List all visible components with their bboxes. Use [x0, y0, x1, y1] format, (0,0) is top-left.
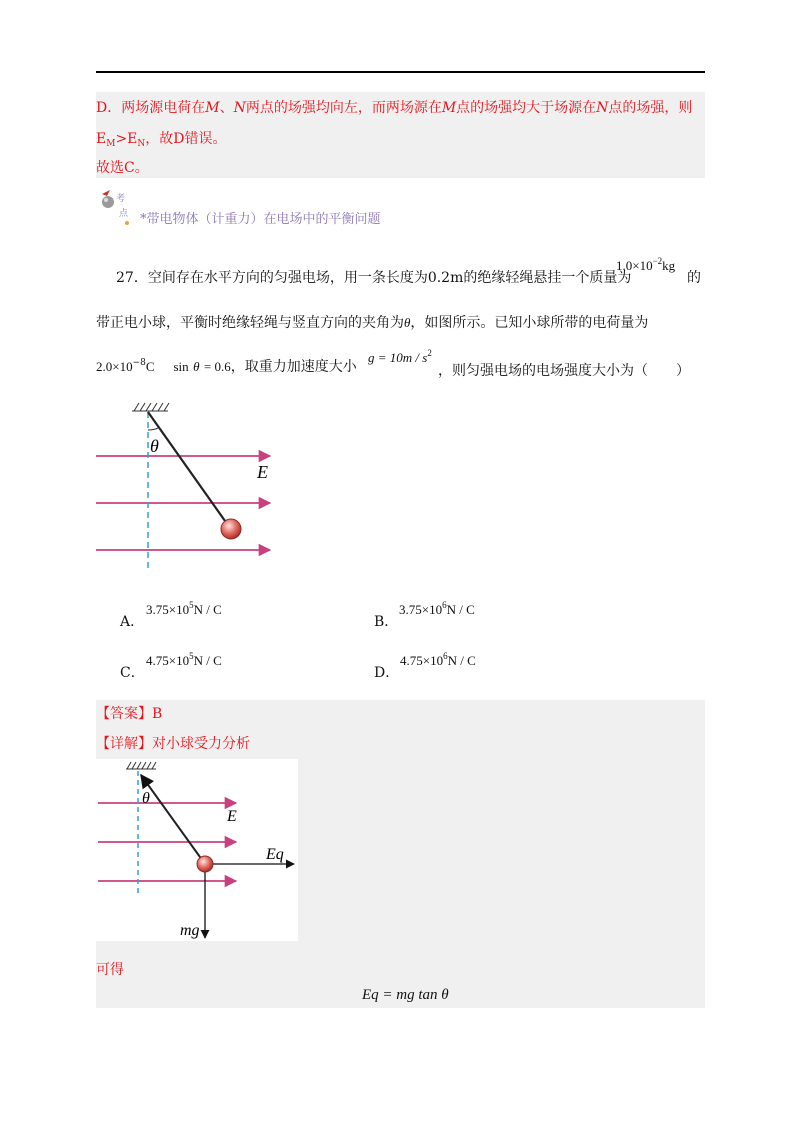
charge-unit: C	[145, 359, 155, 374]
option-mantissa: 4.75×10	[146, 653, 190, 668]
option-mantissa: 3.75×10	[399, 602, 443, 617]
detail-line	[96, 734, 250, 754]
kaodian-icon	[96, 188, 136, 228]
option-letter: C．	[120, 665, 145, 681]
analysis-line-1	[96, 98, 692, 118]
option-d-value	[400, 651, 476, 671]
point-m: M	[441, 100, 457, 116]
option-a-value	[146, 600, 222, 620]
answer-label: 【答案】	[96, 706, 152, 722]
charge-mantissa: 2.0×10	[96, 359, 133, 374]
ceiling	[126, 762, 156, 769]
point-n: N	[233, 100, 246, 116]
mass-unit: kg	[662, 258, 676, 273]
kaodian-char: 点	[119, 209, 129, 219]
force-diagram	[96, 759, 298, 941]
option-b[interactable]	[374, 612, 398, 632]
analysis-text: 点的场强均大于场源在	[456, 100, 597, 116]
analysis-text: D．两场源电荷在	[96, 100, 206, 116]
option-exponent: 5	[189, 600, 194, 610]
ceiling	[132, 403, 169, 411]
equation-text: Eq = mg tan θ	[362, 987, 449, 1003]
question-line-1	[116, 268, 631, 288]
tension-arrow	[141, 775, 205, 864]
option-exponent: 6	[443, 651, 448, 661]
point-m: M	[205, 100, 220, 116]
angle-arc	[148, 428, 158, 430]
option-a[interactable]	[120, 612, 144, 632]
analysis-text: 点的场强，则	[608, 100, 693, 116]
conclusion-line	[96, 158, 149, 178]
field-symbol: E	[96, 131, 107, 147]
question-text: 空间存在水平方向的匀强电场，用一条长度为0.2m的绝缘轻绳悬挂一个质量为	[147, 270, 632, 286]
kaodian-topic: *带电物体（计重力）在电场中的平衡问题	[140, 212, 381, 227]
question-line-3-end	[438, 361, 690, 381]
gravity-label: mg	[180, 922, 200, 939]
string	[148, 412, 230, 528]
option-exponent: 6	[442, 600, 447, 610]
option-c-value	[146, 651, 222, 671]
option-c[interactable]	[120, 663, 145, 683]
analysis-text: ，故D错误。	[145, 131, 227, 147]
derive-text: 可得	[96, 962, 124, 978]
theta-symbol: θ	[404, 315, 411, 330]
question-number: 27．	[116, 270, 148, 286]
gravity-text: g = 10m / s	[368, 350, 428, 365]
option-unit: N / C	[447, 653, 476, 668]
option-unit: N / C	[446, 602, 475, 617]
sin-value: = 0.6	[203, 359, 231, 374]
mass-value	[616, 256, 675, 276]
sin-text: sin	[173, 359, 189, 374]
question-text: ，如图所示。已知小球所带的电荷量为	[410, 315, 649, 331]
charged-ball	[221, 519, 241, 539]
question-line-2	[96, 313, 648, 333]
subscript-m: M	[106, 139, 116, 149]
pendulum-figure	[92, 400, 282, 575]
top-rule	[96, 71, 705, 73]
option-letter: B．	[374, 614, 399, 630]
charged-ball	[197, 856, 213, 872]
kaodian-char: 考	[116, 194, 126, 204]
question-text: ，取重力加速度大小	[230, 359, 357, 375]
question-text: 带正电小球，平衡时绝缘轻绳与竖直方向的夹角为	[96, 315, 404, 331]
option-letter: D．	[374, 665, 400, 681]
option-mantissa: 3.75×10	[146, 602, 190, 617]
option-b-value	[399, 600, 475, 620]
point-n: N	[596, 100, 609, 116]
conclusion-text: 故选C。	[96, 160, 149, 176]
mass-exponent: −2	[652, 256, 663, 266]
option-mantissa: 4.75×10	[400, 653, 444, 668]
theta-label: θ	[150, 436, 159, 456]
field-label: E	[227, 808, 237, 825]
answer-value: B	[152, 706, 163, 722]
subscript-n: N	[137, 139, 146, 149]
question-line-3	[96, 357, 357, 377]
equation	[362, 985, 449, 1005]
theta-label: θ	[142, 790, 150, 807]
gravity-exponent: 2	[427, 348, 432, 358]
analysis-line-2	[96, 129, 227, 149]
mass-mantissa: 1.0×10	[616, 258, 653, 273]
comparison: >E	[115, 131, 138, 147]
question-text: ，则匀强电场的电场强度大小为（ ）	[438, 363, 690, 379]
field-label: E	[257, 462, 268, 482]
question-line-1-end	[687, 268, 701, 288]
option-unit: N / C	[193, 602, 222, 617]
question-text: 的	[687, 270, 701, 286]
charge-exponent: −8	[132, 358, 146, 368]
theta-symbol: θ	[193, 359, 200, 374]
option-d[interactable]	[374, 663, 399, 683]
answer-line	[96, 704, 162, 724]
option-exponent: 5	[189, 651, 194, 661]
gravity-value	[368, 348, 432, 368]
option-unit: N / C	[193, 653, 222, 668]
electric-force-label: Eq	[266, 846, 284, 863]
separator: 、	[219, 100, 234, 116]
detail-text: 对小球受力分析	[152, 736, 250, 752]
analysis-text: 两点的场强均向左，而两场源在	[245, 100, 442, 116]
derive-label	[96, 960, 124, 980]
option-letter: A．	[120, 614, 145, 630]
detail-label: 【详解】	[96, 736, 152, 752]
